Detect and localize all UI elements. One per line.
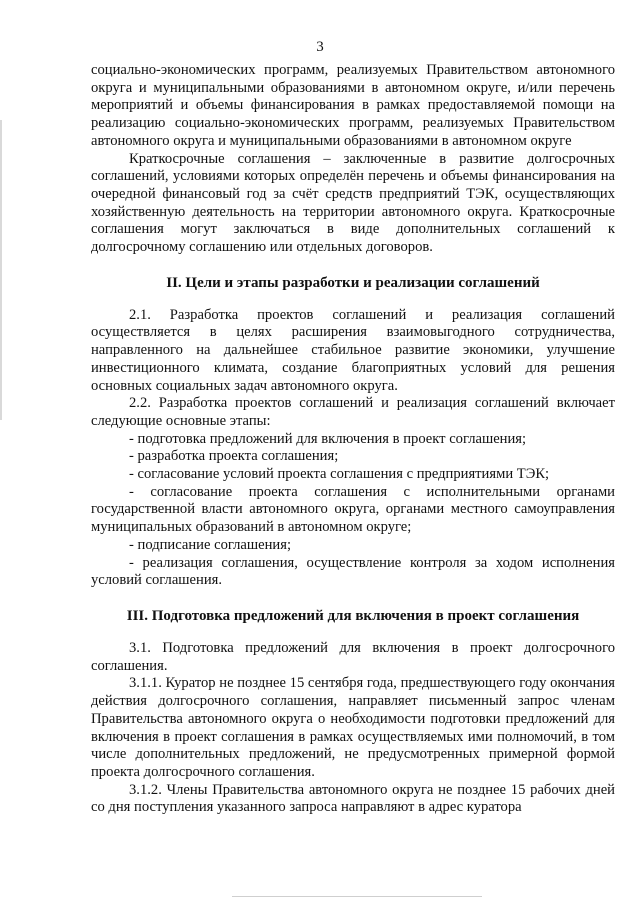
paragraph-3-1-1: 3.1.1. Куратор не позднее 15 сентября года, предшествующего году окончания действия долгосрочного соглашения, направляет письменный запрос членам Правительства автономного округа о необходимости подготовки предложений для включения в проект соглашения в рамках осуществляемых ими полномочий, в том числе дополнительных предложений, не предусмотренных примерной формой проекта долгосрочного соглашения. bbox=[91, 675, 615, 780]
list-item: - реализация соглашения, осуществление контроля за ходом исполнения условий соглашения. bbox=[91, 554, 615, 589]
scan-edge-mark bbox=[0, 120, 2, 420]
paragraph-3-1: 3.1. Подготовка предложений для включения в проект долгосрочного соглашения. bbox=[91, 639, 615, 674]
list-item: - согласование условий проекта соглашения с предприятиями ТЭК; bbox=[129, 466, 550, 483]
section-2-heading: II. Цели и этапы разработки и реализации соглашений bbox=[166, 274, 540, 291]
list-item: - подписание соглашения; bbox=[129, 536, 291, 553]
scan-bottom-rule bbox=[232, 896, 482, 897]
list-item: - согласование проекта соглашения с исполнительными органами государственной власти автономного округа, органами местного самоуправления муниципальных образований в автономном округе; bbox=[91, 483, 615, 536]
paragraph-3-1-2: 3.1.2. Члены Правительства автономного округа не позднее 15 рабочих дней со дня поступления указанного запроса направляют в адрес куратора bbox=[91, 781, 615, 816]
paragraph-programs: социально-экономических программ, реализуемых Правительством автономного округа и муниципальными образованиями в автономном округе, и/или перечень мероприятий и объемы финансирования в рамках предоставляемой помощи на реализацию социально-экономических программ, реализуемых Правительством автономного округа и муниципальными образованиями в автономном округе bbox=[91, 62, 615, 149]
paragraph-2-1: 2.1. Разработка проектов соглашений и реализация соглашений осуществляется в целях расширения взаимовыгодного сотрудничества, направленного на дальнейшее стабильное развитие экономики, улучшение инвестиционного климата, создание благоприятных условий для решения основных социальных задач автономного округа. bbox=[91, 306, 615, 394]
paragraph-short-term-agreements: Краткосрочные соглашения – заключенные в развитие долгосрочных соглашений, условиями которых определён перечень и объемы финансирования на очередной финансовый год за счёт средств предприятий ТЭК, осуществляющих хозяйственную деятельность на территории автономного округа. Краткосрочные соглашения могут заключаться в виде дополнительных соглашений к долгосрочному соглашению или отдельных договоров. bbox=[91, 150, 615, 256]
document-body bbox=[91, 62, 615, 817]
paragraph-2-2: 2.2. Разработка проектов соглашений и реализация соглашений включает следующие основные этапы: bbox=[91, 395, 615, 429]
list-item: - разработка проекта соглашения; bbox=[129, 448, 339, 465]
page-number: 3 bbox=[316, 39, 324, 55]
list-item: - подготовка предложений для включения в проект соглашения; bbox=[129, 430, 527, 447]
section-3-heading: III. Подготовка предложений для включения в проект соглашения bbox=[126, 607, 580, 624]
